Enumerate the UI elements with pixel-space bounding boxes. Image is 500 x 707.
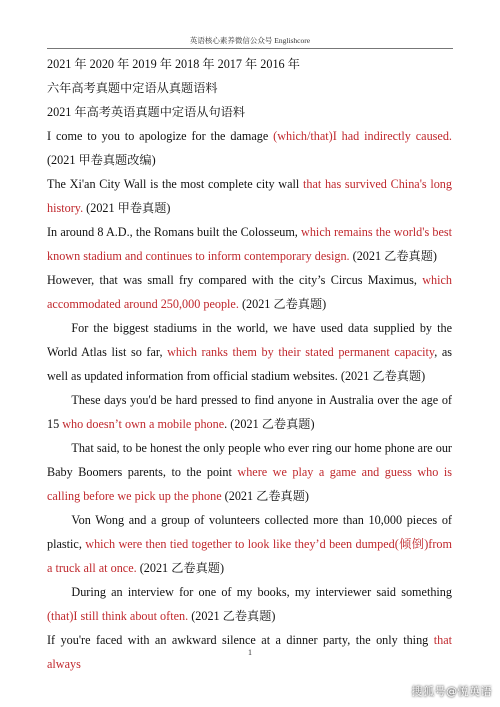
example-8: Von Wong and a group of volunteers collected more than 10,000 pieces of plastic, which were then tied together to look like they’d been dumped(倾倒)from a truck all at once. (2021 乙卷真题) [47,513,452,575]
title-years: 2021 年 2020 年 2019 年 2018 年 2017 年 2016 年 [47,57,300,71]
example-7: That said, to be honest the only people who ever ring our home phone are our Baby Boomers parents, to the point where we play a game and guess who is calling before we pick up the phone (2021 乙卷真题) [47,441,452,503]
example-10: If you're faced with an awkward silence at a dinner party, the only thing that always [47,633,452,671]
title-sub: 2021 年高考英语真题中定语从句语料 [47,105,246,119]
clause-highlight: (that)I still think about often. [47,609,189,623]
clause-highlight: who doesn’t own a mobile phone [62,417,225,431]
page-number: 1 [248,648,252,657]
example-6: These days you'd be hard pressed to find anyone in Australia over the age of 15 who doesn’t own a mobile phone. (2021 乙卷真题) [47,393,452,431]
example-5: For the biggest stadiums in the world, we have used data supplied by the World Atlas list so far, which ranks them by their stated permanent capacity, as well as updated information from official stadium websites. (2021 乙卷真题) [47,321,453,383]
example-9: During an interview for one of my books, my interviewer said something (that)I still think about often. (2021 乙卷真题) [47,585,452,623]
example-4: However, that was small fry compared with the city’s Circus Maximus, which accommodated around 250,000 people. (2021 乙卷真题) [47,273,452,311]
example-3: In around 8 A.D., the Romans built the Colosseum, which remains the world's best known stadium and continues to inform contemporary design. (2021 乙卷真题) [47,225,452,263]
clause-highlight: which remains the world's best known stadium and continues to inform contemporary design. [47,225,452,263]
clause-highlight: where we play a game and guess who is calling before we pick up the phone [47,465,452,503]
clause-highlight: that always [47,633,452,671]
example-1: I come to you to apologize for the damage (which/that)I had indirectly caused.(2021 甲卷真题改编) [47,129,452,167]
example-2: The Xi'an City Wall is the most complete city wall that has survived China's long history. (2021 甲卷真题) [47,177,452,215]
clause-highlight: which were then tied together to look like they’d been dumped(倾倒)from a truck all at once. [47,537,452,575]
clause-highlight: (which/that)I had indirectly caused. [273,129,452,143]
clause-highlight: which ranks them by their stated permanent capacity [167,345,435,359]
document-body [47,52,452,676]
clause-highlight: that has survived China's long history. [47,177,452,215]
title-main: 六年高考真题中定语从真题语料 [47,81,218,95]
page-header: 英语核心素养微信公众号 Englishcore [47,35,453,49]
clause-highlight: which accommodated around 250,000 people. [47,273,452,311]
watermark: 搜狐号@悦英语 [411,685,492,698]
